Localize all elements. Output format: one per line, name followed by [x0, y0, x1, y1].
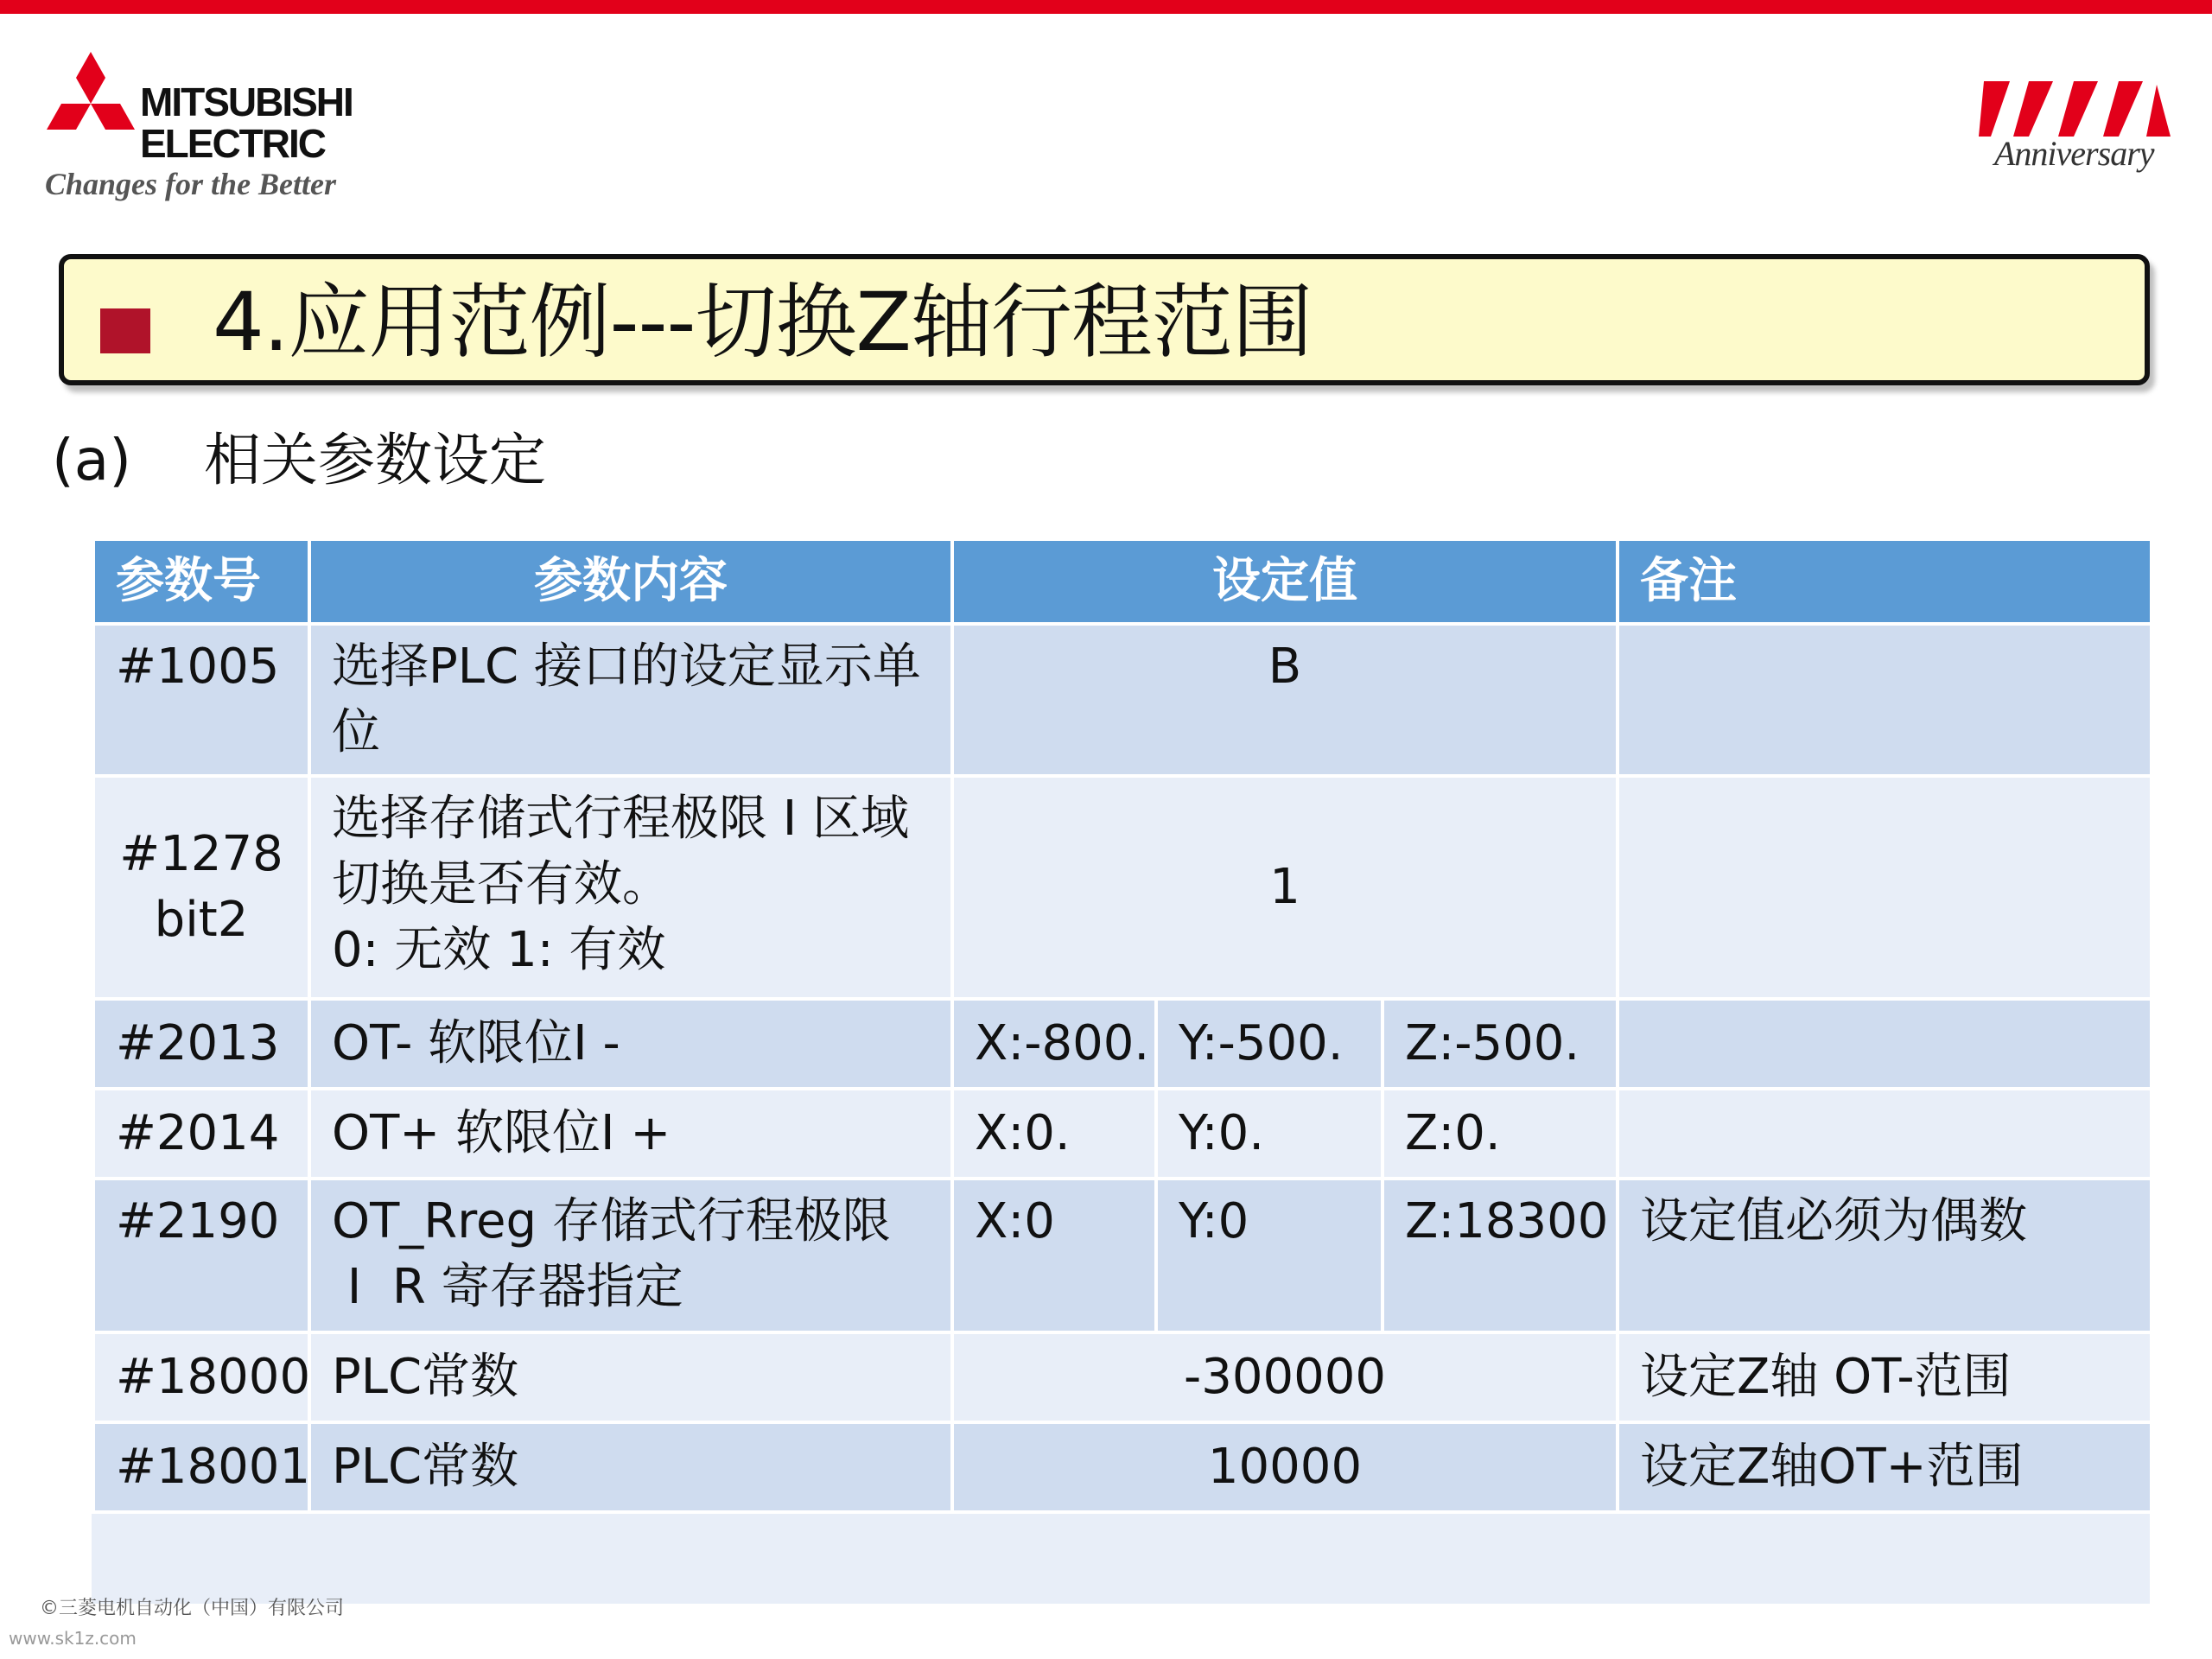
table-footer-area	[92, 1514, 2150, 1604]
param-note: 设定Z轴OT+范围	[1618, 1422, 2152, 1512]
param-no: #18001	[93, 1422, 309, 1512]
website-watermark: www.sk1z.com	[9, 1628, 137, 1649]
param-content: OT+ 软限位I +	[309, 1089, 952, 1179]
subtitle-text: 相关参数设定	[204, 427, 546, 493]
section-subtitle	[52, 422, 546, 499]
brand-name: MITSUBISHI ELECTRIC	[140, 79, 353, 166]
value-x: X:0.	[952, 1089, 1156, 1179]
param-content: PLC常数	[309, 1422, 952, 1512]
anniversary-emblem	[1979, 76, 2177, 188]
param-no: #18000	[93, 1332, 309, 1422]
param-no: #2013	[93, 999, 309, 1089]
header-param-no: 参数号	[93, 539, 309, 624]
param-content: OT- 软限位I -	[309, 999, 952, 1089]
table-row	[93, 776, 2152, 999]
page-title: 4.应用范例---切换Z轴行程范围	[213, 276, 1313, 370]
param-value: 10000	[952, 1422, 1618, 1512]
title-box	[59, 254, 2150, 385]
table-header-row	[93, 539, 2152, 624]
param-note	[1618, 776, 2152, 999]
table-row	[93, 1089, 2152, 1179]
table-row	[93, 1332, 2152, 1422]
param-value: -300000	[952, 1332, 1618, 1422]
anniversary-text: Anniversary	[1994, 134, 2154, 173]
param-no: #1005	[93, 624, 309, 776]
param-note	[1618, 624, 2152, 776]
table-row	[93, 1422, 2152, 1512]
param-note	[1618, 1089, 2152, 1179]
param-value: 1	[952, 776, 1618, 999]
table-row	[93, 624, 2152, 776]
header-param-content: 参数内容	[309, 539, 952, 624]
value-z: Z:0.	[1382, 1089, 1618, 1179]
value-x: X:0	[952, 1179, 1156, 1332]
brand-tagline: Changes for the Better	[45, 167, 337, 201]
top-red-bar	[0, 0, 2212, 14]
param-no: #2014	[93, 1089, 309, 1179]
value-y: Y:-500.	[1156, 999, 1382, 1089]
value-y: Y:0.	[1156, 1089, 1382, 1179]
copyright-text: ©三菱电机自动化（中国）有限公司	[40, 1598, 345, 1619]
param-note: 设定Z轴 OT-范围	[1618, 1332, 2152, 1422]
value-z: Z:18300	[1382, 1179, 1618, 1332]
subtitle-label: (a)	[52, 427, 131, 493]
title-bullet-icon	[100, 308, 150, 353]
header-remarks: 备注	[1618, 539, 2152, 624]
three-diamonds-icon	[43, 50, 138, 162]
value-z: Z:-500.	[1382, 999, 1618, 1089]
table-row	[93, 1179, 2152, 1332]
table-row	[93, 999, 2152, 1089]
param-no: #2190	[93, 1179, 309, 1332]
mitsubishi-logo	[43, 50, 353, 214]
param-content: PLC常数	[309, 1332, 952, 1422]
param-note	[1618, 999, 2152, 1089]
param-value: B	[952, 624, 1618, 776]
parameter-table	[92, 537, 2153, 1514]
param-no: #1278 bit2	[93, 776, 309, 999]
value-y: Y:0	[1156, 1179, 1382, 1332]
param-content: 选择存储式行程极限 I 区域切换是否有效。 0: 无效 1: 有效	[309, 776, 952, 999]
param-content: OT_Rreg 存储式行程极限 I R 寄存器指定	[309, 1179, 952, 1332]
value-x: X:-800.	[952, 999, 1156, 1089]
header-set-value: 设定值	[952, 539, 1618, 624]
param-note: 设定值必须为偶数	[1618, 1179, 2152, 1332]
param-content: 选择PLC 接口的设定显示单位	[309, 624, 952, 776]
